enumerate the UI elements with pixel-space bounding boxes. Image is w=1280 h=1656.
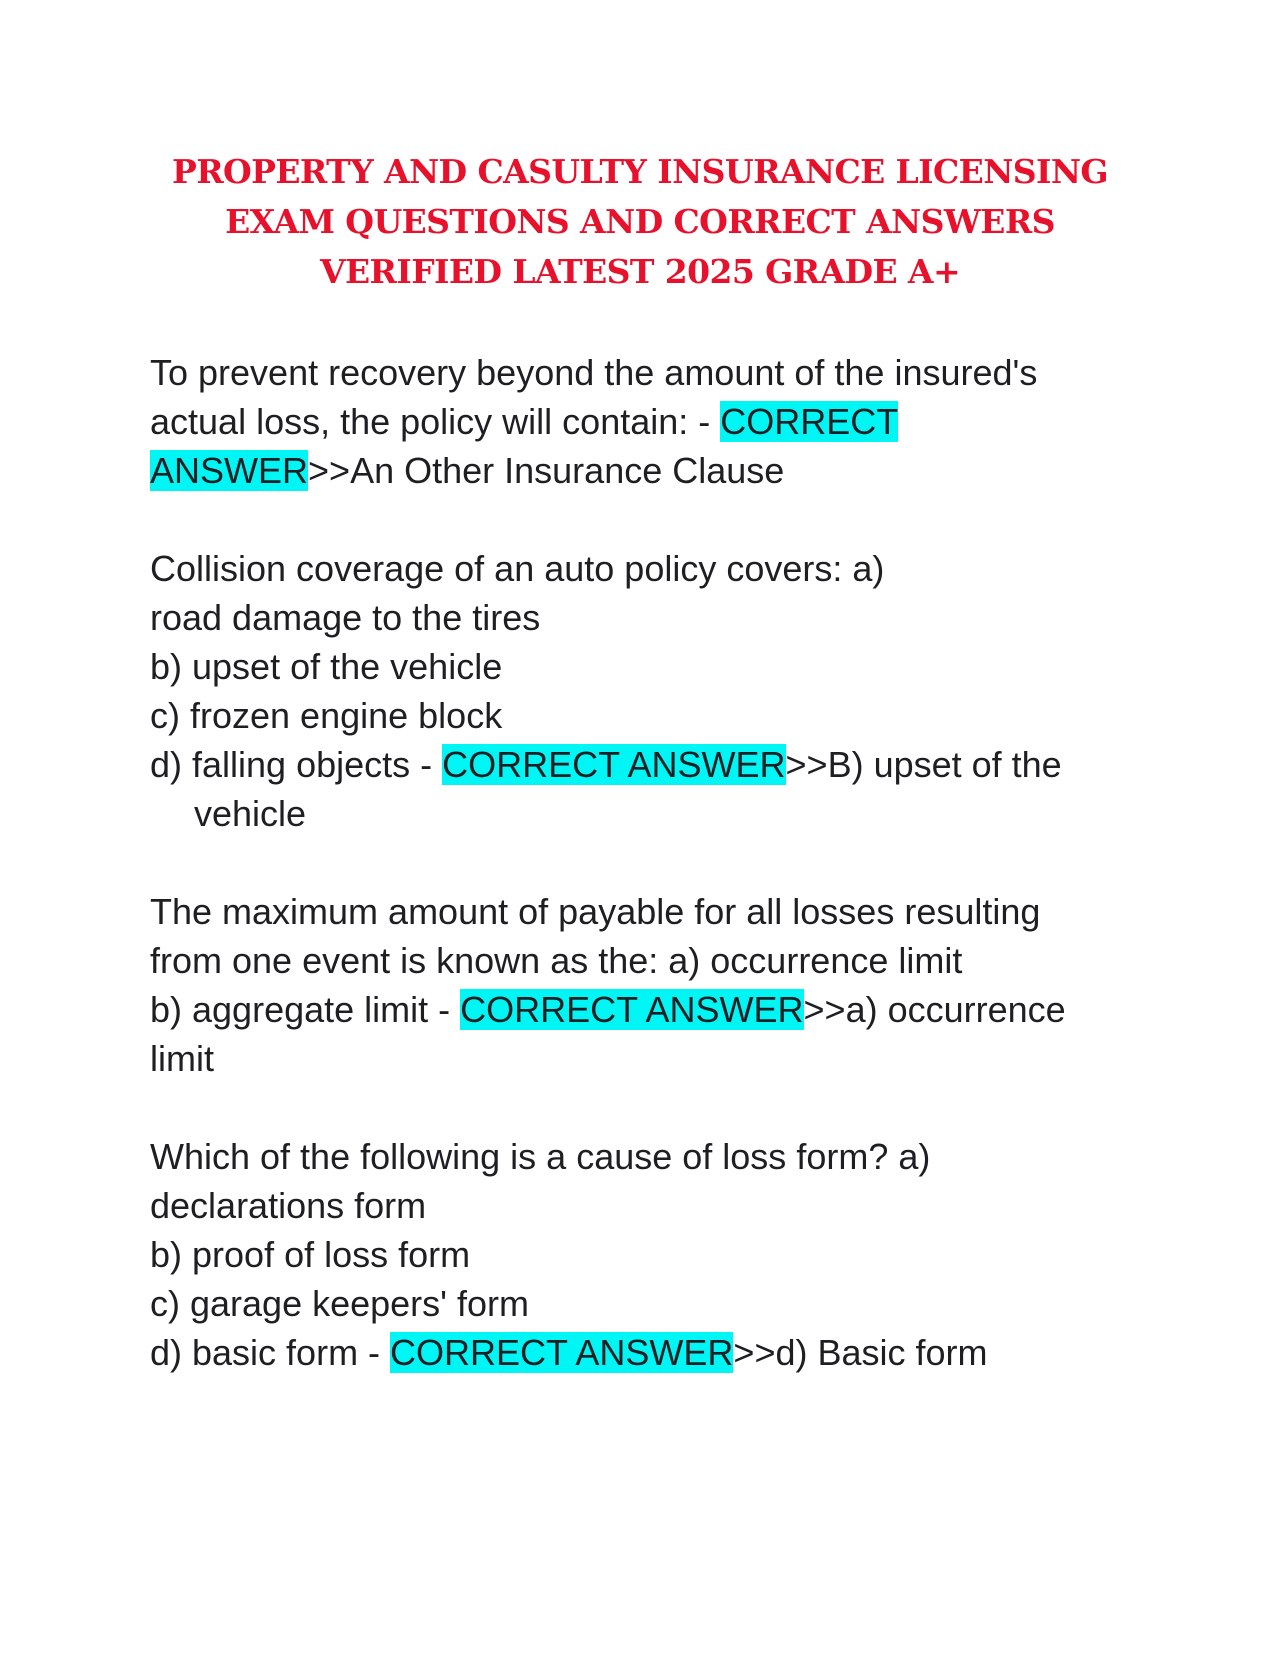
question-2-option-c: c) frozen engine block	[150, 695, 503, 736]
correct-answer-highlight: CORRECT ANSWER	[442, 744, 786, 785]
document-title	[140, 147, 1140, 297]
question-4-option-b: b) proof of loss form	[150, 1234, 471, 1275]
title-line-1: PROPERTY AND CASULTY INSURANCE LICENSING	[171, 152, 1108, 191]
question-2	[150, 544, 1130, 838]
question-4	[150, 1132, 1130, 1377]
question-1-line-1: To prevent recovery beyond the amount of the insured's	[150, 352, 1038, 393]
option-text: d) falling objects -	[150, 744, 443, 785]
question-3-line-1: The maximum amount of payable for all losses resulting	[150, 891, 1041, 932]
answer-text: >>d) Basic form	[733, 1332, 988, 1373]
question-4-option-c: c) garage keepers' form	[150, 1283, 530, 1324]
question-1-text: actual loss, the policy will contain: -	[150, 401, 721, 442]
question-4-line-1: Which of the following is a cause of loss form? a)	[150, 1136, 931, 1177]
question-3-option-b	[150, 985, 1130, 1034]
question-1-line-2	[150, 397, 1130, 446]
question-2-line-2: road damage to the tires	[150, 597, 541, 638]
answer-text: >>An Other Insurance Clause	[308, 450, 785, 491]
option-text: d) basic form -	[150, 1332, 391, 1373]
question-3-line-2: from one event is known as the: a) occurrence limit	[150, 940, 963, 981]
question-2-option-d	[150, 740, 1130, 789]
answer-text: >>a) occurrence	[803, 989, 1066, 1030]
question-2-option-b: b) upset of the vehicle	[150, 646, 503, 687]
question-2-answer-continuation: vehicle	[194, 793, 307, 834]
question-3	[150, 887, 1130, 1083]
correct-answer-highlight: CORRECT ANSWER	[390, 1332, 734, 1373]
question-1	[150, 348, 1130, 495]
option-text: b) aggregate limit -	[150, 989, 461, 1030]
question-4-line-2: declarations form	[150, 1185, 427, 1226]
answer-text: >>B) upset of the	[785, 744, 1062, 785]
title-line-2: EXAM QUESTIONS AND CORRECT ANSWERS	[225, 202, 1055, 241]
title-line-3: VERIFIED LATEST 2025 GRADE A+	[320, 252, 960, 291]
correct-answer-highlight: ANSWER	[150, 450, 309, 491]
document-body	[150, 348, 1130, 1426]
question-1-line-3	[150, 446, 1130, 495]
question-3-answer-continuation: limit	[150, 1038, 214, 1079]
question-2-line-1: Collision coverage of an auto policy covers: a)	[150, 548, 885, 589]
question-4-option-d	[150, 1328, 1130, 1377]
correct-answer-highlight: CORRECT	[720, 401, 899, 442]
correct-answer-highlight: CORRECT ANSWER	[460, 989, 804, 1030]
